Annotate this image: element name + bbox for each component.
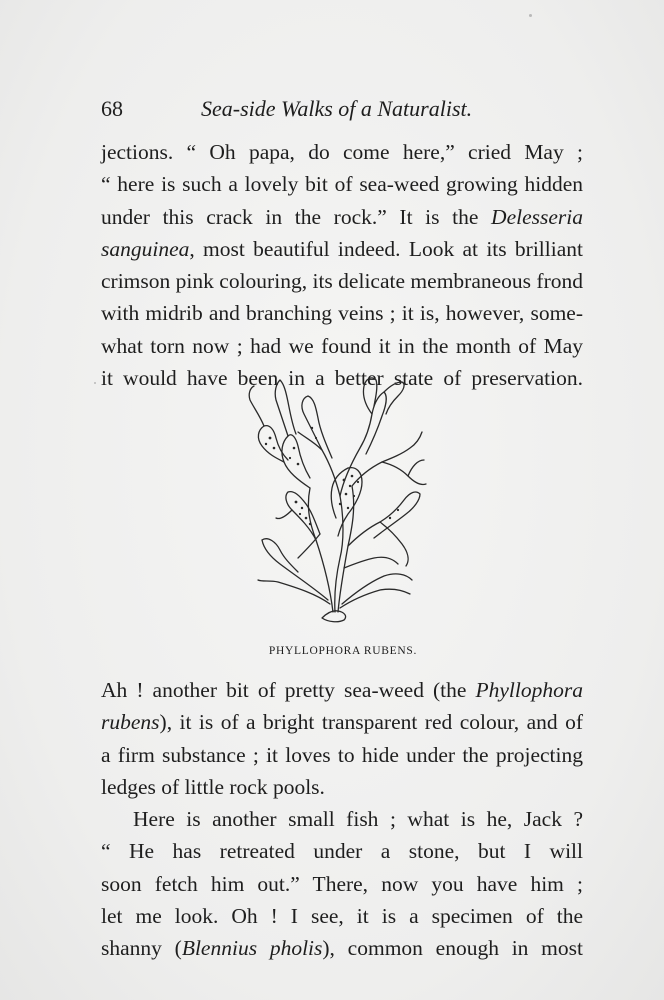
text-line: shanny (Blennius pholis), common enough in most bbox=[101, 936, 583, 961]
text-line: crimson pink colouring, its delicate membraneous frond bbox=[101, 269, 583, 294]
text-line: sanguinea, most beautiful indeed. Look at its brilliant bbox=[101, 236, 583, 261]
text-line: it would have been in a better state of preservation. bbox=[101, 366, 583, 391]
text-line: “ He has retreated under a stone, but I will bbox=[101, 839, 583, 864]
seaweed-illustration-icon bbox=[240, 368, 440, 630]
paper-fleck bbox=[94, 382, 96, 384]
figure-caption: PHYLLOPHORA RUBENS. bbox=[268, 645, 418, 657]
paragraph-bottom bbox=[101, 674, 583, 965]
text-line: Here is another small fish ; what is he, Jack ? bbox=[133, 807, 583, 832]
paragraph-top bbox=[101, 136, 583, 394]
running-head bbox=[101, 96, 581, 126]
text-line: jections. “ Oh papa, do come here,” cried May ; bbox=[101, 140, 583, 164]
text-line: a firm substance ; it loves to hide under the projecting bbox=[101, 742, 583, 767]
running-title: Sea-side Walks of a Naturalist. bbox=[201, 96, 473, 121]
text-line: soon fetch him out.” There, now you have him ; bbox=[101, 871, 583, 896]
text-line: rubens), it is of a bright transparent red colour, and of bbox=[101, 710, 583, 735]
text-line: Ah ! another bit of pretty sea-weed (the Phyllophora bbox=[101, 678, 583, 702]
text-line: with midrib and branching veins ; it is, however, some- bbox=[101, 301, 583, 326]
text-line: what torn now ; had we found it in the month of May bbox=[101, 333, 583, 358]
text-line: “ here is such a lovely bit of sea-weed growing hidden bbox=[101, 172, 583, 197]
text-line: let me look. Oh ! I see, it is a specimen of the bbox=[101, 904, 583, 929]
paper-fleck bbox=[529, 14, 532, 17]
text-line: ledges of little rock pools. bbox=[101, 774, 325, 799]
text-line: under this crack in the rock.” It is the Delesseria bbox=[101, 204, 583, 229]
page-number: 68 bbox=[101, 96, 123, 121]
